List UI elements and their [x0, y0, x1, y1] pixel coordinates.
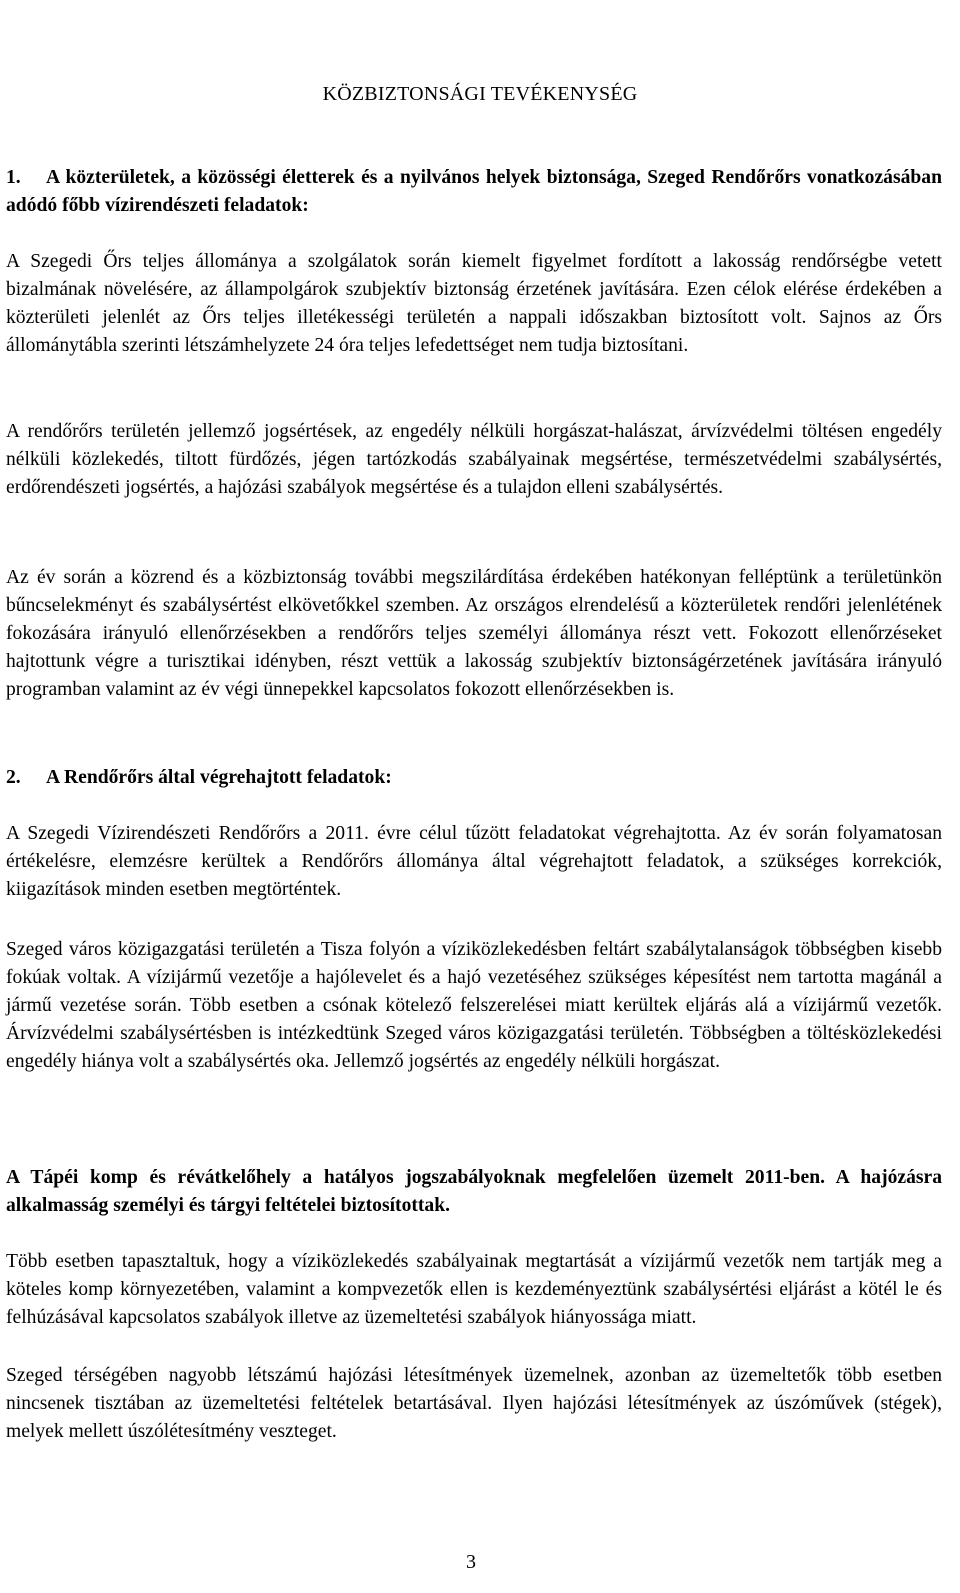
section-2-heading [6, 764, 942, 792]
paragraph-staff-presence: A Szegedi Őrs teljes állománya a szolgálatok során kiemelt figyelmet fordított a lakosság rendőrségbe vetett bizalmának növelésére, az állampolgárok szubjektív biztonság érzetének javítására. Ezen célok elérése érdekében a közterületi jelenlét az Őrs teljes illetékességi területén a nappali időszakban biztosított volt. Sajnos az Őrs állománytábla szerinti létszámhelyzete 24 óra teljes lefedettséget nem tudja biztosítani. [6, 251, 942, 356]
section-1-heading [6, 164, 942, 220]
paragraph-ferry-rules: Több esetben tapasztaltuk, hogy a víziközlekedés szabályainak megtartását a vízijármű vezetők nem tartják meg a köteles komp környezetében, valamint a kompvezetők ellen is kezdeményeztünk szabálysértési eljárást a kötél le és felhúzásával kapcsolatos szabályok illetve az üzemeltetési szabályok hiányossága miatt. [6, 1251, 942, 1328]
paragraph-tisza-violations: Szeged város közigazgatási területén a Tisza folyón a víziközlekedésben feltárt szabálytalanságok többségben kisebb fokúak voltak. A vízijármű vezetője a hajólevelet és a hajó vezetéséhez szükséges képesítést nem tartotta magánál a jármű vezetése során. Több esetben a csónak kötelező felszerelései miatt kerültek eljárás alá a vízijármű vezetők. Árvízvédelmi szabálysértésben is intézkedtünk Szeged város közigazgatási területén. Többségben a töltésközlekedési engedély hiánya volt a szabálysértés oka. Jellemző jogsértés az engedély nélküli horgászat. [6, 939, 942, 1072]
paragraph-typical-violations: A rendőrőrs területén jellemző jogsértések, az engedély nélküli horgászat-halászat, árvízvédelmi töltésen engedély nélküli közlekedés, tiltott fürdőzés, jégen tartózkodás szabályainak megsértése, természetvédelmi szabálysértés, erdőrendészeti jogsértés, a hajózási szabályok megsértése és a tulajdon elleni szabálysértés. [6, 421, 942, 498]
page-number: 3 [466, 1551, 476, 1573]
page-title: KÖZBIZTONSÁGI TEVÉKENYSÉG [322, 83, 638, 105]
section-1-number: 1. [6, 167, 21, 188]
section-2-heading-text: A Rendőrőrs által végrehajtott feladatok: [46, 767, 392, 788]
section-1-heading-text: A közterületek, a közösségi életterek és a nyilvános helyek biztonsága, Szeged Rendőrőrs vonatkozásában adódó főbb vízirendészeti feladatok: [6, 167, 942, 216]
paragraph-public-order: Az év során a közrend és a közbiztonság további megszilárdítása érdekében hatékonyan felléptünk a területünkön bűncselekményt és szabálysértést elkövetőkkel szemben. Az országos elrendelésű a közterületek rendőri jelenlétének fokozására irányuló ellenőrzésekben a rendőrőrs teljes személyi állománya részt vett. Fokozott ellenőrzéseket hajtottunk végre a turisztikai idényben, részt vettük a lakosság szubjektív biztonságérzetének javítására irányuló programban valamint az év végi ünnepekkel kapcsolatos fokozott ellenőrzésekben is. [6, 567, 942, 700]
paragraph-tape-ferry: A Tápéi komp és révátkelőhely a hatályos jogszabályoknak megfelelően üzemelt 2011-ben. A hajózásra alkalmasság személyi és tárgyi feltételei biztosítottak. [6, 1167, 942, 1216]
section-2-number: 2. [6, 767, 21, 788]
paragraph-shipping-facilities: Szeged térségében nagyobb létszámú hajózási létesítmények üzemelnek, azonban az üzemeltetők több esetben nincsenek tisztában az üzemeltetési feltételek betartásával. Ilyen hajózási létesítmények az úszóművek (stégek), melyek mellett úszólétesítmény veszteget. [6, 1365, 942, 1442]
paragraph-tasks-executed: A Szegedi Vízirendészeti Rendőrőrs a 2011. évre célul tűzött feladatokat végrehajtotta. Az év során folyamatosan értékelésre, elemzésre kerültek a Rendőrőrs állománya által végrehajtott feladatok, a szükséges korrekciók, kiigazítások minden esetben megtörténtek. [6, 823, 942, 900]
